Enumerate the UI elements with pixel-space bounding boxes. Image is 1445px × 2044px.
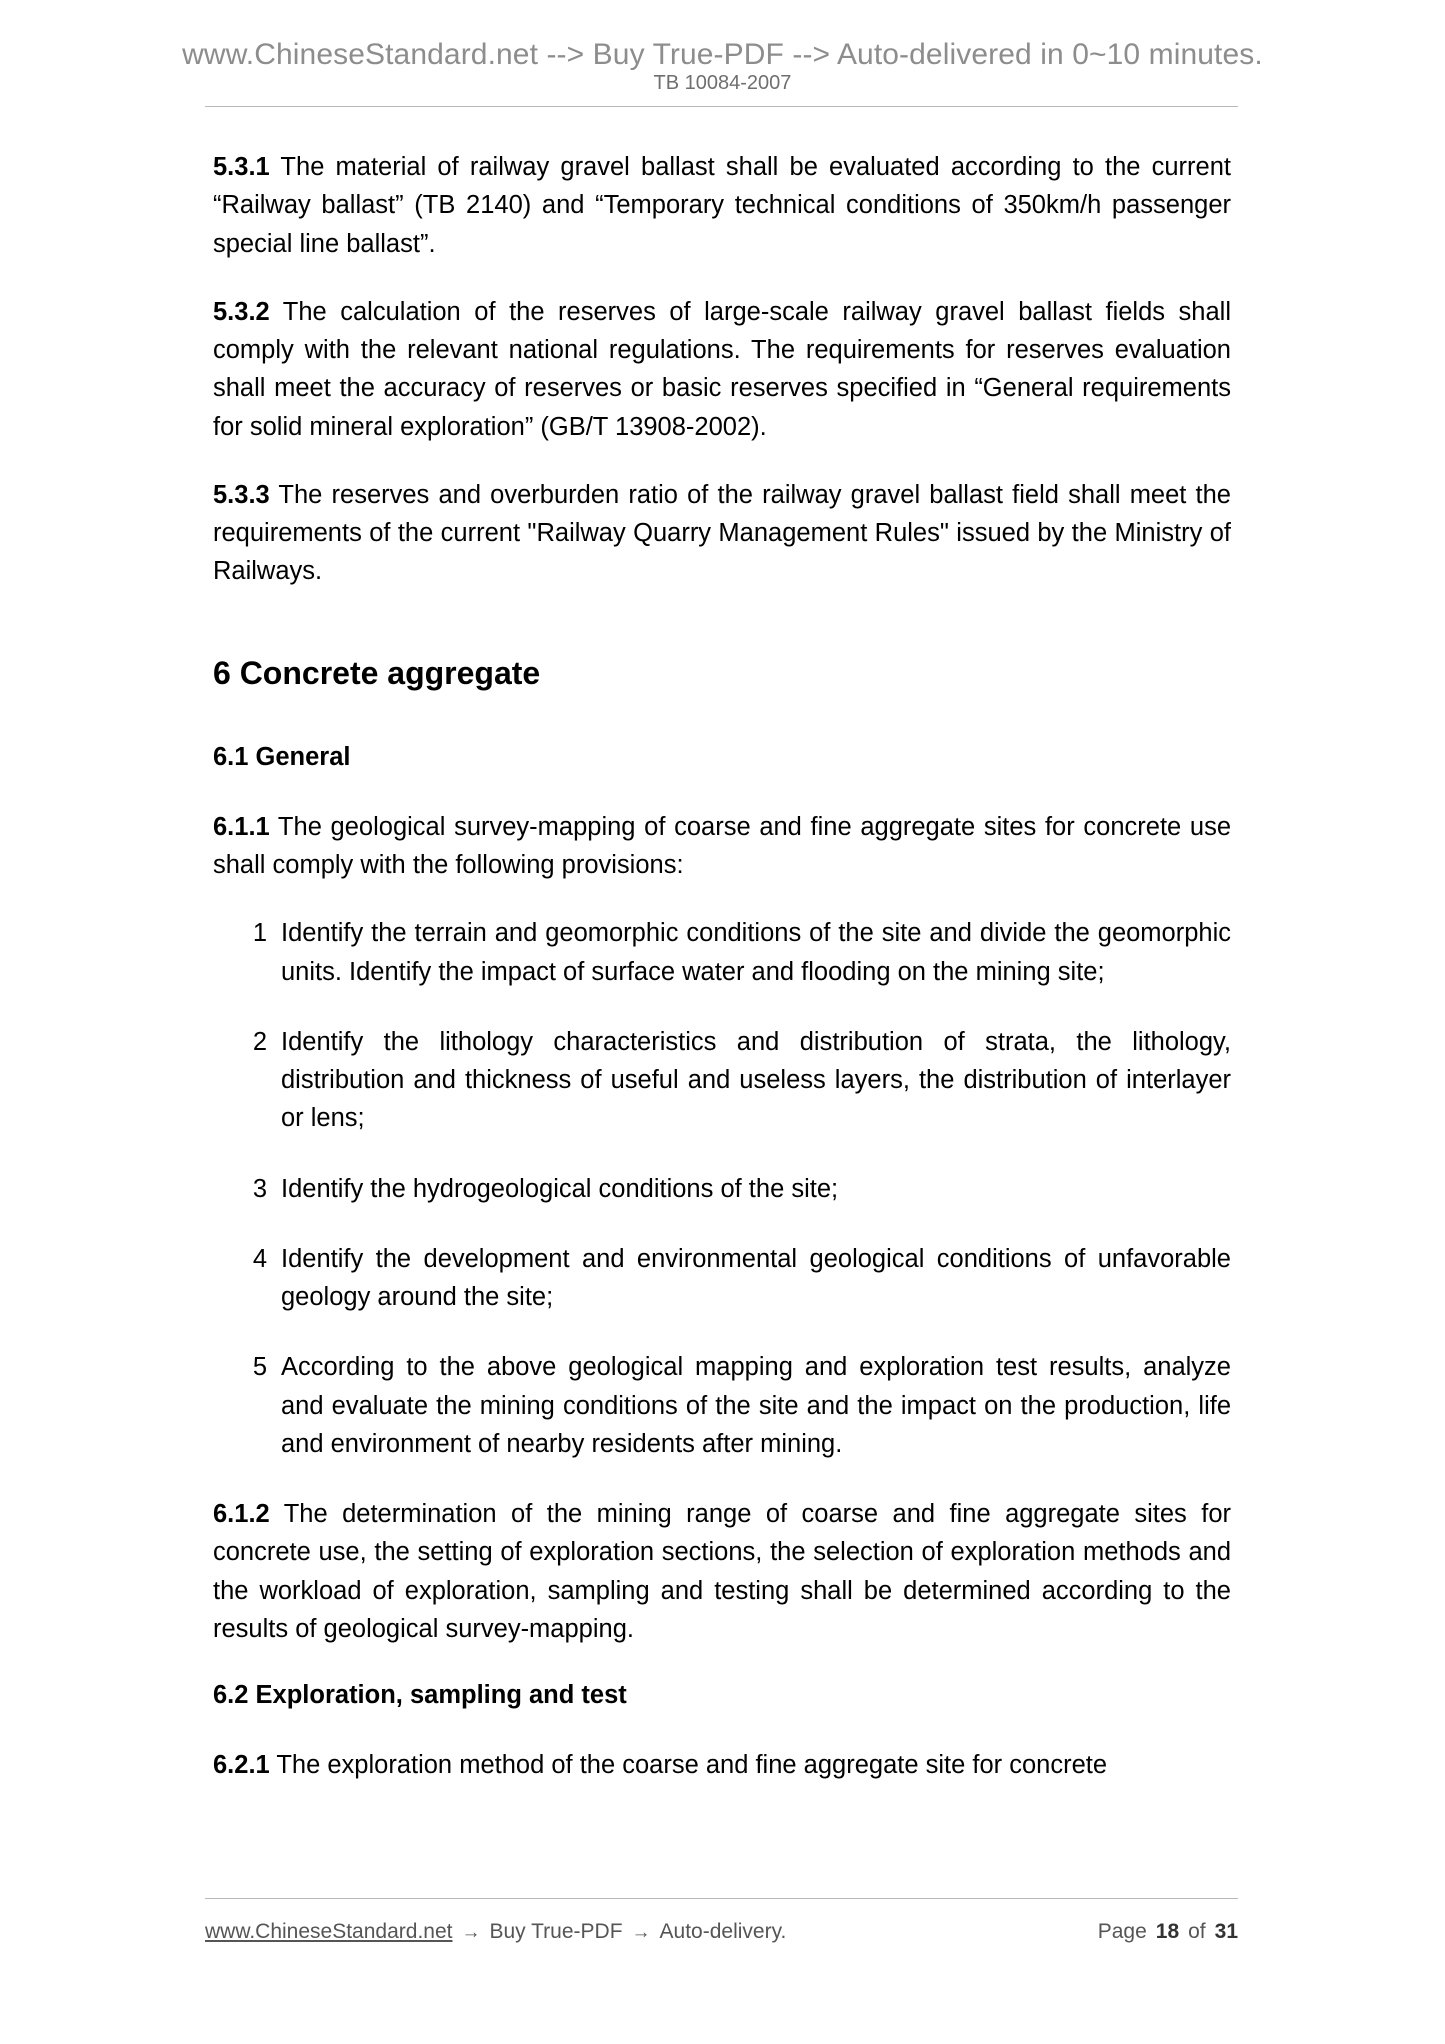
list-item-marker: 1 bbox=[252, 919, 267, 948]
clause-5-3-3 bbox=[213, 476, 1231, 591]
list-item bbox=[213, 1170, 1231, 1208]
list-item bbox=[213, 914, 1231, 991]
page-number: 18 bbox=[1155, 1920, 1180, 1943]
page-footer bbox=[205, 1920, 1238, 1944]
list-item-marker: 3 bbox=[252, 1174, 267, 1203]
provisions-list bbox=[213, 914, 1231, 1463]
list-item-marker: 4 bbox=[252, 1244, 267, 1273]
subsection-heading-6-1: 6.1 General bbox=[213, 743, 351, 772]
page-label: Page bbox=[1097, 1920, 1147, 1943]
clause-6-1-2 bbox=[213, 1495, 1231, 1648]
clause-number: 6.1.1 bbox=[213, 812, 270, 841]
page-of-label: of bbox=[1188, 1920, 1206, 1943]
arrow-right-icon: → bbox=[461, 1922, 481, 1943]
clause-text: The calculation of the reserves of large-scale railway gravel ballast fields shall comply with the relevant national regulations. The requirements for reserves evaluation shall meet the accuracy of reserves or basic reserves specified in “General requirements for solid mineral exploration” (GB/T 13908-2002). bbox=[213, 297, 1231, 441]
clause-5-3-2 bbox=[213, 293, 1231, 446]
list-item-text: According to the above geological mapping and exploration test results, analyze and evaluate the mining conditions of the site and the impact on the production, life and environment of nearby residents after mining. bbox=[281, 1353, 1231, 1458]
clause-number: 6.2.1 bbox=[213, 1750, 270, 1779]
clause-text: The exploration method of the coarse and fine aggregate site for concrete bbox=[269, 1750, 1108, 1779]
footer-buy-label: Buy True-PDF bbox=[489, 1920, 623, 1943]
clause-text: The material of railway gravel ballast shall be evaluated according to the current “Railway ballast” (TB 2140) and “Temporary technical conditions of 350km/h passenger special line ballast”. bbox=[213, 153, 1231, 258]
clause-6-1-1 bbox=[213, 808, 1231, 885]
section-heading-6: 6 Concrete aggregate bbox=[213, 654, 541, 691]
clause-number: 6.1.2 bbox=[213, 1500, 270, 1529]
arrow-right-icon: → bbox=[631, 1922, 651, 1943]
list-item-text: Identify the lithology characteristics and distribution of strata, the lithology, distribution and thickness of useful and useless layers, the distribution of interlayer or lens; bbox=[281, 1027, 1231, 1133]
footer-divider bbox=[205, 1898, 1238, 1899]
clause-number: 5.3.2 bbox=[213, 297, 270, 326]
subsection-heading-6-2: 6.2 Exploration, sampling and test bbox=[213, 1681, 627, 1710]
footer-delivery-label: Auto-delivery. bbox=[659, 1920, 787, 1943]
list-item-text: Identify the hydrogeological conditions of the site; bbox=[281, 1174, 839, 1203]
clause-text: The determination of the mining range of coarse and fine aggregate sites for concrete use, the setting of exploration sections, the selection of exploration methods and the workload of exploration, sampling and testing shall be determined according to the results of geological survey-mapping. bbox=[213, 1500, 1231, 1643]
list-item-text: Identify the development and environmental geological conditions of unfavorable geology around the site; bbox=[281, 1244, 1231, 1312]
list-item-text: Identify the terrain and geomorphic conditions of the site and divide the geomorphic units. Identify the impact of surface water and flooding on the mining site; bbox=[281, 919, 1231, 986]
list-item bbox=[213, 1348, 1231, 1463]
clause-6-2-1 bbox=[213, 1746, 1231, 1784]
list-item-marker: 2 bbox=[252, 1027, 267, 1056]
clause-5-3-1 bbox=[213, 148, 1231, 263]
header-divider bbox=[205, 106, 1238, 107]
page-indicator bbox=[1098, 1920, 1238, 1944]
clause-text: The reserves and overburden ratio of the railway gravel ballast field shall meet the requirements of the current "Railway Quarry Management Rules" issued by the Ministry of Railways. bbox=[213, 480, 1231, 586]
footer-promo bbox=[205, 1920, 786, 1944]
footer-site-link[interactable]: www.ChineseStandard.net bbox=[205, 1920, 453, 1943]
list-item bbox=[213, 1240, 1231, 1317]
list-item-marker: 5 bbox=[252, 1353, 267, 1382]
watermark-banner: www.ChineseStandard.net --> Buy True-PDF --> Auto-delivered in 0~10 minutes. bbox=[182, 38, 1263, 71]
standard-code: TB 10084-2007 bbox=[653, 72, 792, 94]
document-body bbox=[213, 148, 1231, 1814]
clause-number: 5.3.3 bbox=[213, 480, 270, 509]
clause-text: The geological survey-mapping of coarse and fine aggregate sites for concrete use shall comply with the following provisions: bbox=[213, 812, 1231, 880]
clause-number: 5.3.1 bbox=[213, 153, 270, 181]
list-item bbox=[213, 1023, 1231, 1138]
page-total: 31 bbox=[1214, 1920, 1238, 1943]
